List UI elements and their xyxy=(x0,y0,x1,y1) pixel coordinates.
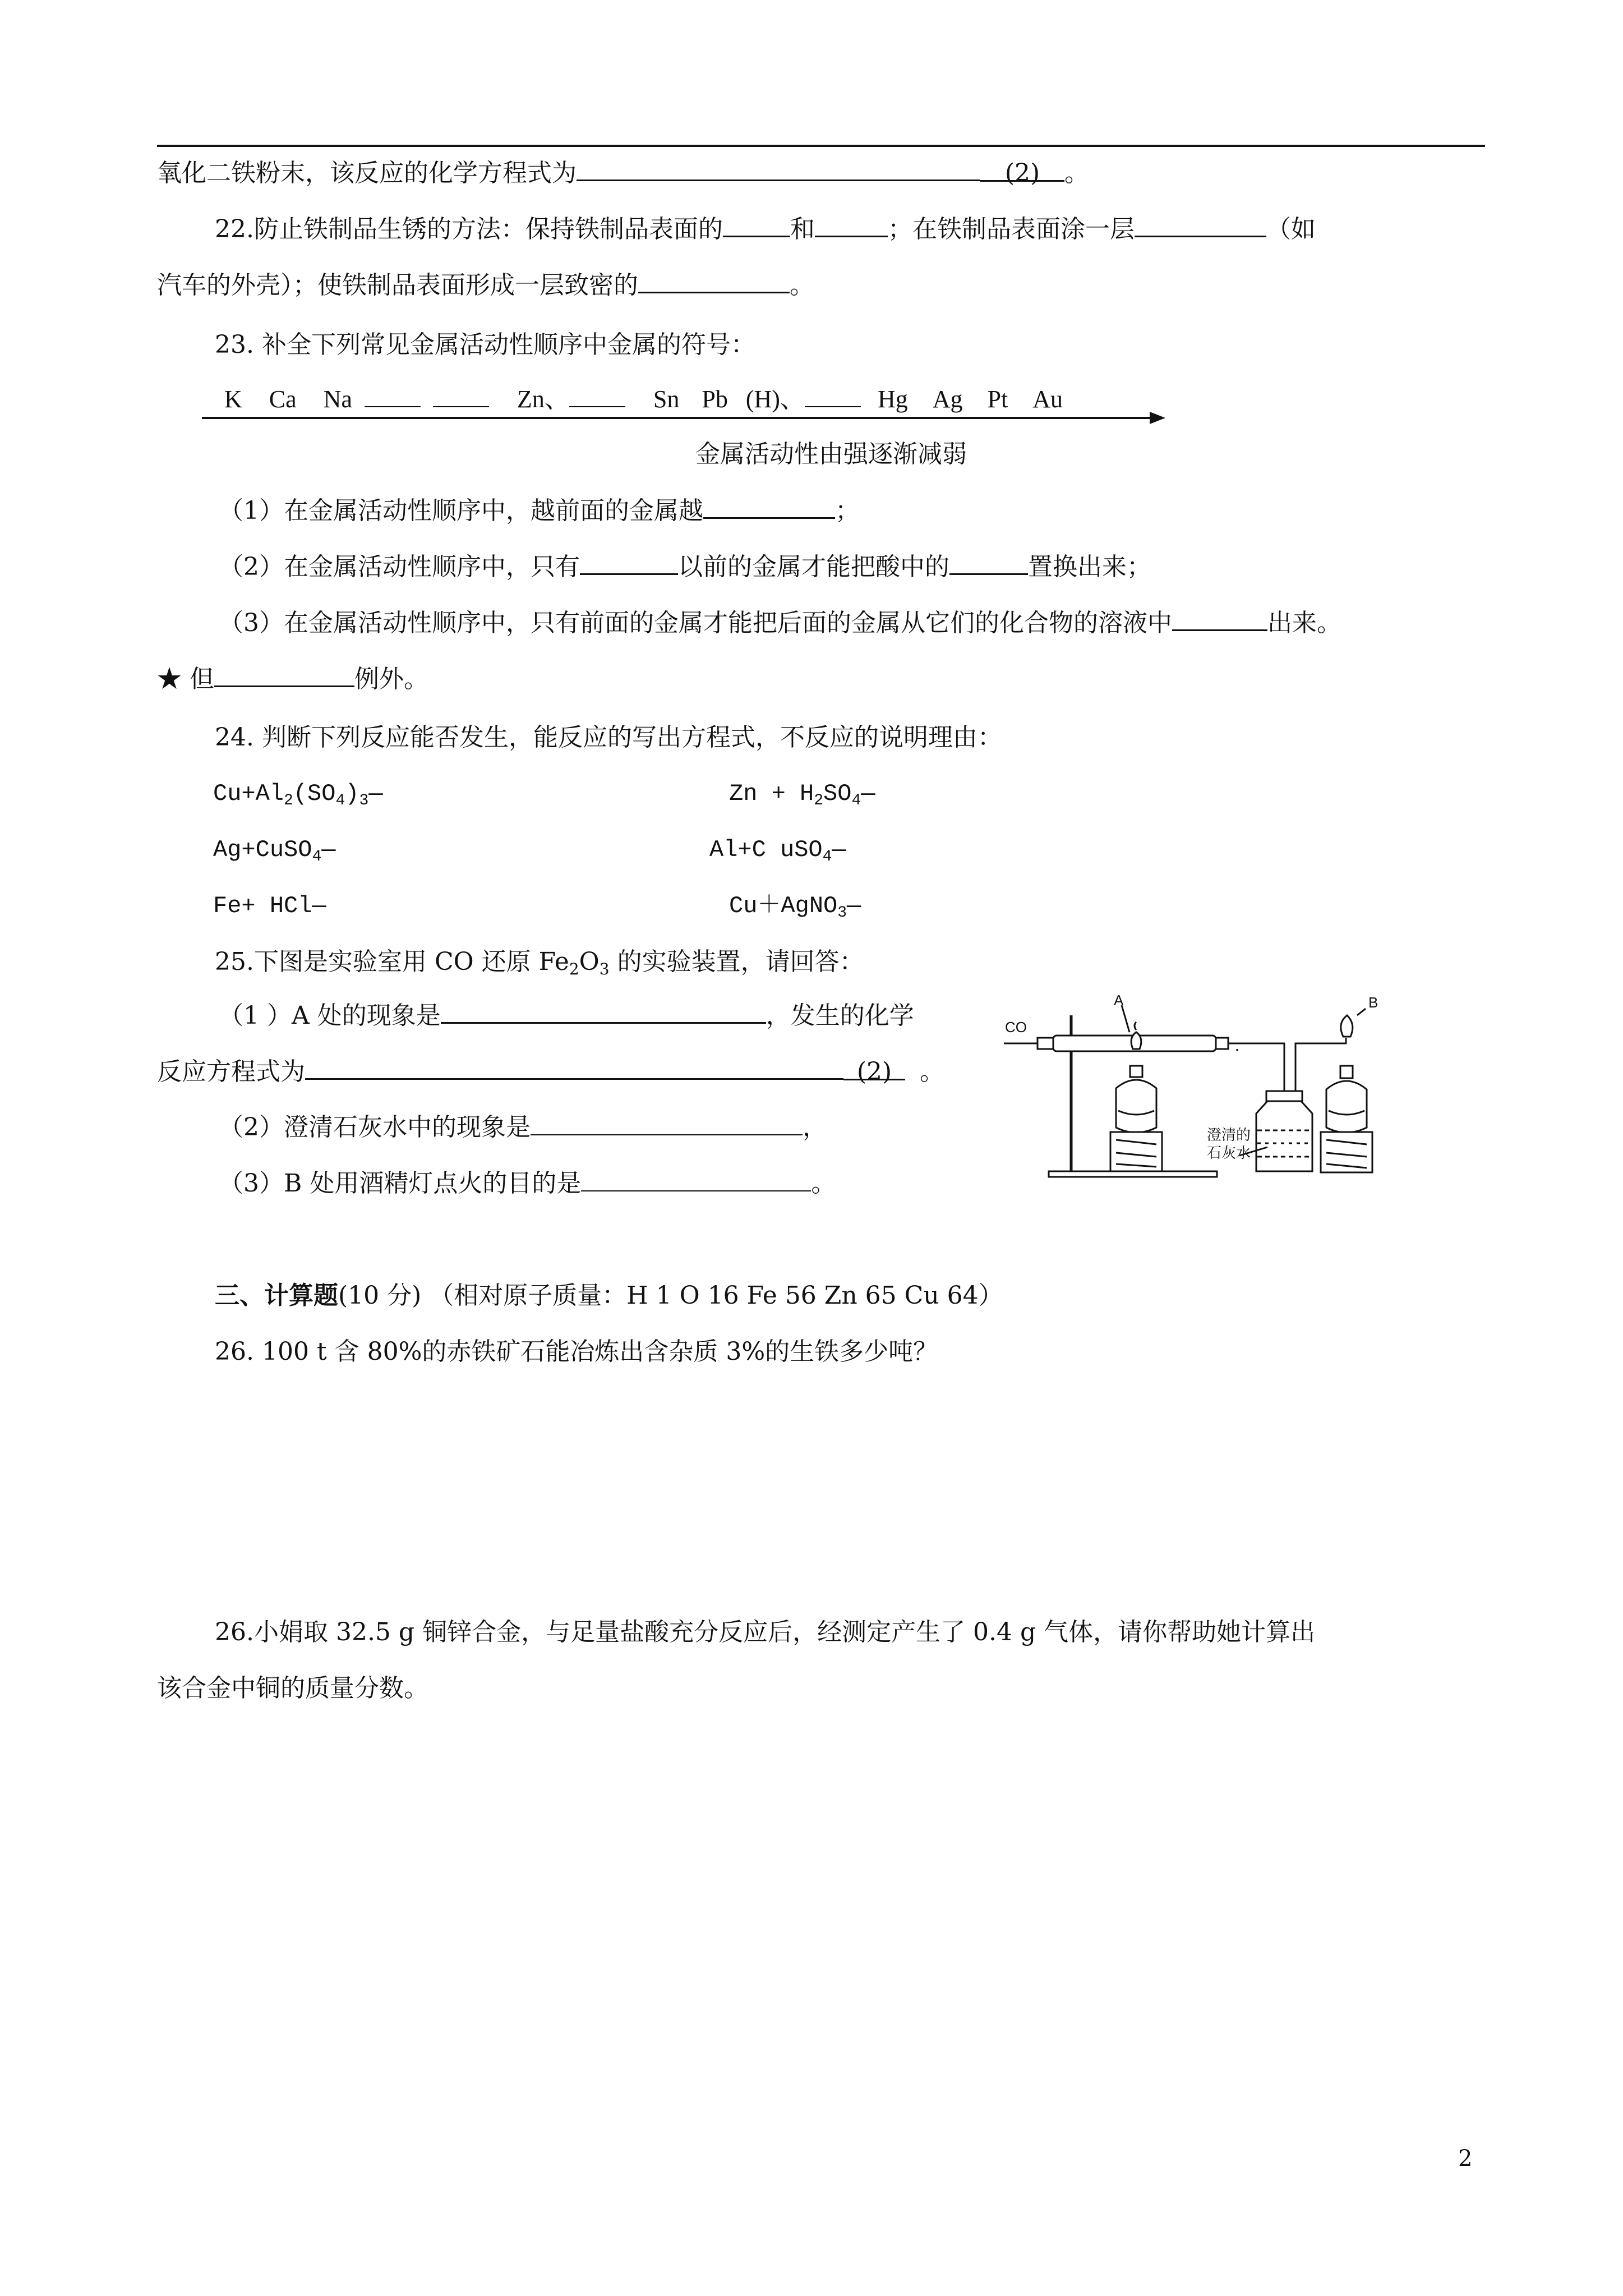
metal-symbol: (H)、 xyxy=(745,385,805,413)
answer-blank[interactable] xyxy=(815,212,888,237)
q23-sub3: （3）在金属活动性顺序中，只有前面的金属才能把后面的金属从它们的化合物的溶液中 出来。 xyxy=(219,606,1341,640)
metal-symbol: Pt xyxy=(987,385,1008,413)
q23-star: ★ 但 例外。 xyxy=(157,662,428,696)
metal-symbol: Sn xyxy=(653,385,680,413)
answer-blank[interactable] xyxy=(214,662,354,687)
activity-arrow xyxy=(202,409,1166,426)
q25-sub1: （1 ）A 处的现象是 ，发生的化学 xyxy=(219,999,914,1033)
answer-blank[interactable] xyxy=(949,550,1028,575)
figure-label-b: B xyxy=(1368,994,1378,1011)
metal-symbol: Ca xyxy=(269,385,297,413)
metal-symbol: Ag xyxy=(932,385,963,413)
q23-title: 23. 补全下列常见金属活动性顺序中金属的符号： xyxy=(215,330,755,359)
metal-symbol: Zn、 xyxy=(517,385,569,413)
q22-line1: 22.防止铁制品生锈的方法：保持铁制品表面的 和 ；在铁制品表面涂一层 （如 xyxy=(215,212,1316,246)
figure-label-limewater-1: 澄清的 xyxy=(1207,1126,1251,1143)
metal-symbol: K xyxy=(224,385,242,413)
q25-title: 25.下图是实验室用 CO 还原 $Fe_2O_3$ 的实验装置，请回答： xyxy=(215,947,864,978)
answer-blank[interactable] xyxy=(723,212,790,237)
apparatus-figure xyxy=(1004,993,1419,1184)
q26b-line2: 该合金中铜的质量分数。 xyxy=(157,1674,428,1703)
q25-sub3: （3）B 处用酒精灯点火的目的是 。 xyxy=(219,1167,836,1200)
q26b-line1: 26.小娟取 32.5 g 铜锌合金，与足量盐酸充分反应后，经测定产生了 0.4 g 气体，请你帮助她计算出 xyxy=(215,1618,1316,1646)
q24-title: 24. 判断下列反应能否发生，能反应的写出方程式，不反应的说明理由： xyxy=(215,723,1002,752)
q23-sub2: （2）在金属活动性顺序中，只有 以前的金属才能把酸中的 置换出来； xyxy=(219,550,1151,584)
metal-symbol: Au xyxy=(1032,385,1063,413)
figure-label-a: A xyxy=(1114,993,1124,1009)
metal-blank[interactable] xyxy=(433,383,489,407)
q21-tail: 氧化二铁粉末，该反应的化学方程式为 (2) 。 xyxy=(157,156,1089,190)
answer-blank[interactable] xyxy=(581,1167,811,1191)
answer-blank[interactable] xyxy=(305,1055,843,1080)
figure-label-co: CO xyxy=(1005,1019,1027,1036)
figure-label-limewater-2: 石灰水 xyxy=(1207,1144,1251,1161)
answer-blank[interactable] xyxy=(441,999,766,1024)
q22-line2: 汽车的外壳）；使铁制品表面形成一层致密的 。 xyxy=(157,268,814,302)
metal-blank[interactable] xyxy=(569,383,625,407)
reaction-5: Fe+ HCl— xyxy=(213,892,326,919)
reaction-4: Al+C uSO$_4$— xyxy=(709,836,846,866)
answer-blank[interactable] xyxy=(580,550,678,575)
score-mark: (2) xyxy=(843,1055,905,1080)
reaction-6: Cu＋AgNO$_3$— xyxy=(729,892,861,922)
top-rule xyxy=(157,145,1485,147)
score-mark: (2) xyxy=(980,157,1064,182)
reaction-1: $Cu+Al_2(SO_4)_3—$ xyxy=(213,780,383,809)
answer-blank[interactable] xyxy=(638,268,790,293)
q25-sub2: （2）澄清石灰水中的现象是 ， xyxy=(219,1111,827,1144)
metal-symbol: Hg xyxy=(877,385,908,413)
metal-symbol: Na xyxy=(323,385,352,413)
reaction-3: Ag+CuSO$_4$— xyxy=(213,836,336,866)
q23-sub1: （1）在金属活动性顺序中，越前面的金属越 ； xyxy=(219,494,860,528)
reaction-2: $Zn + H_2SO_4—$ xyxy=(729,780,875,809)
section-3-heading: 三、计算题(10 分) （相对原子质量：H 1 O 16 Fe 56 Zn 65 Cu 64） xyxy=(215,1281,1003,1310)
metal-symbol: Pb xyxy=(702,385,728,413)
answer-blank[interactable] xyxy=(1135,212,1266,237)
answer-blank[interactable] xyxy=(1172,606,1267,631)
metal-blank[interactable] xyxy=(365,383,421,407)
answer-blank[interactable] xyxy=(577,156,980,181)
arrow-caption: 金属活动性由强逐渐减弱 xyxy=(695,440,967,468)
q26a: 26. 100 t 含 80%的赤铁矿石能冶炼出含杂质 3%的生铁多少吨？ xyxy=(215,1337,938,1366)
answer-blank[interactable] xyxy=(703,494,835,519)
q25-sub1-equation: 反应方程式为 (2) 。 xyxy=(157,1055,944,1089)
page-number: 2 xyxy=(1458,2146,1473,2171)
metal-blank[interactable] xyxy=(805,383,861,407)
answer-blank[interactable] xyxy=(531,1111,803,1135)
